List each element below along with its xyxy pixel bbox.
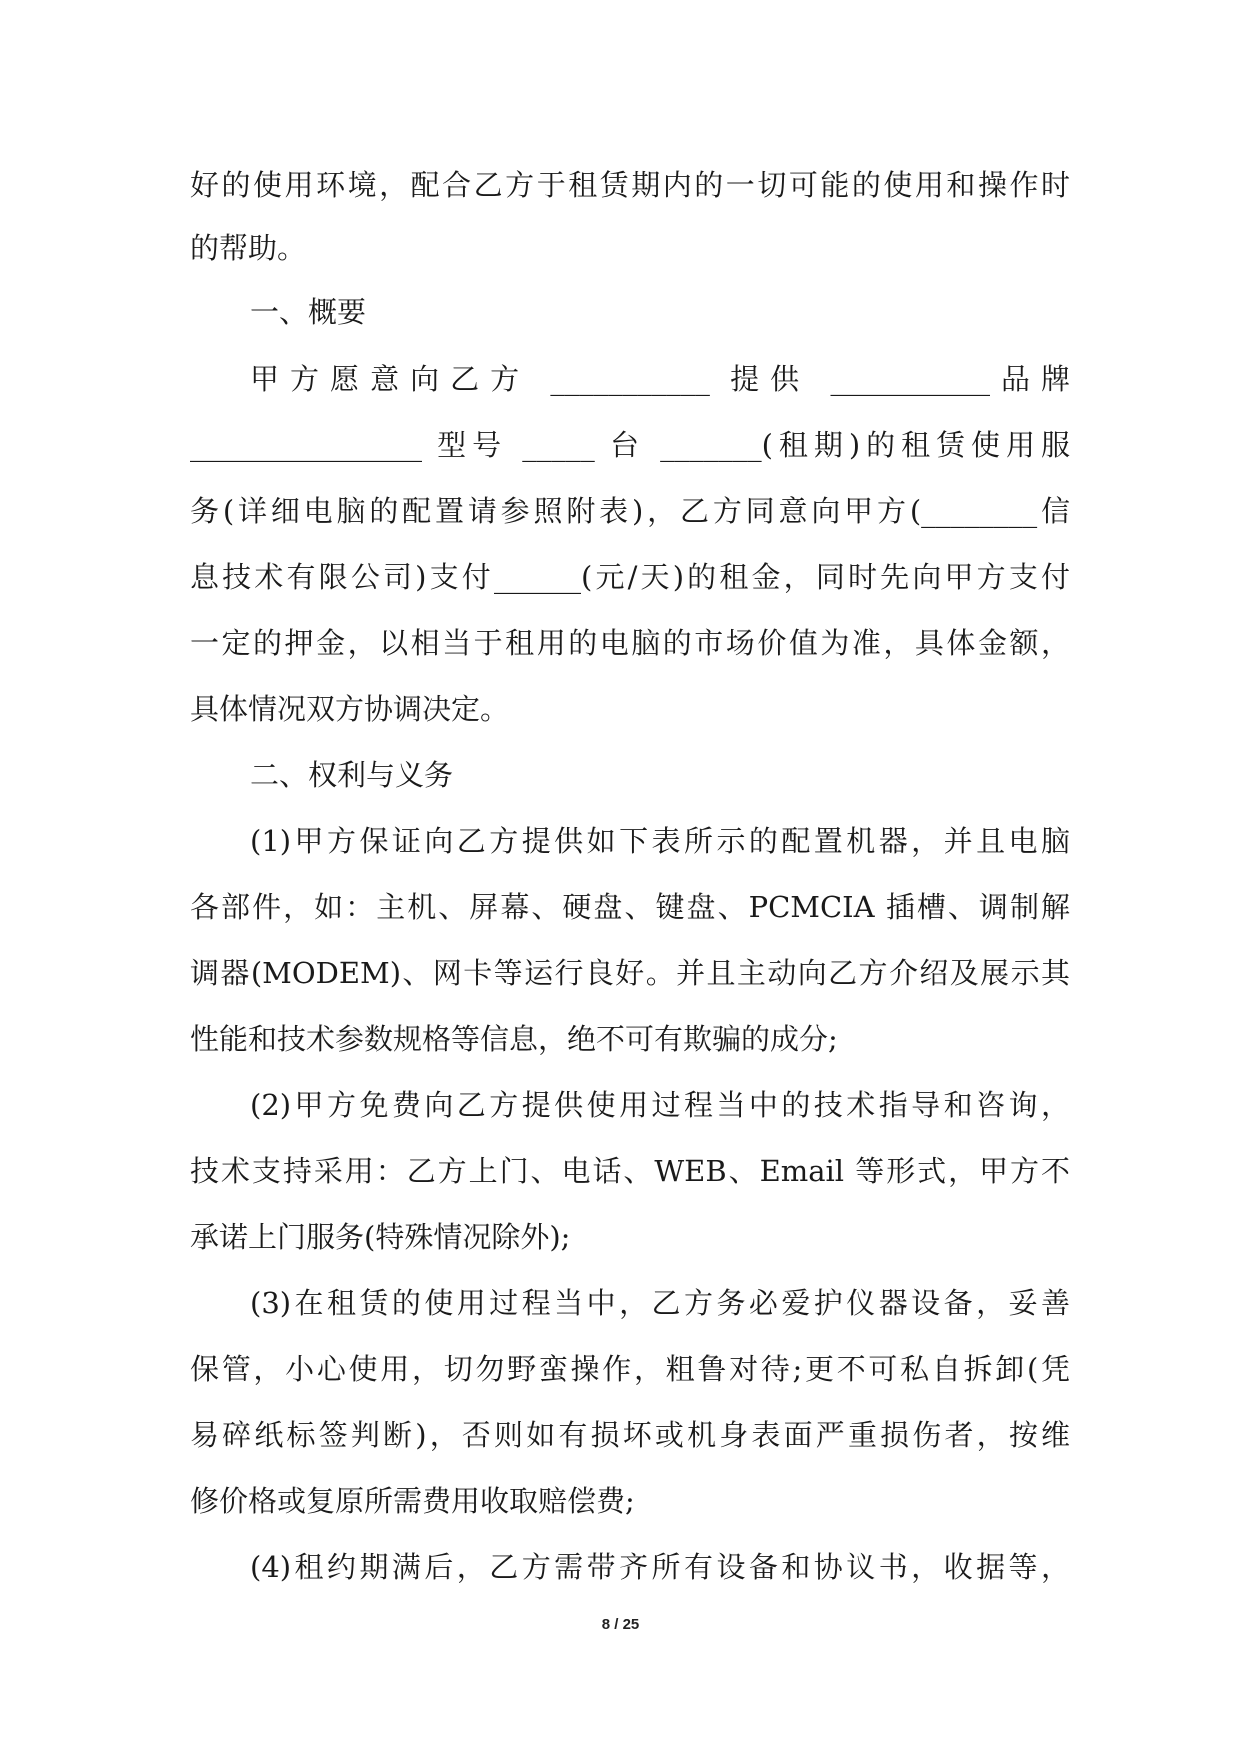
text-line: 修价格或复原所需费用收取赔偿费;	[190, 1484, 635, 1518]
text-line: 好的使用环境，配合乙方于租赁期内的一切可能的使用和操作时	[190, 168, 1070, 202]
text-line: 一定的押金，以相当于租用的电脑的市场价值为准，具体金额，	[190, 626, 1070, 660]
text-line: 保管，小心使用，切勿野蛮操作，粗鲁对待;更不可私自拆卸(凭	[190, 1352, 1070, 1386]
text-line: 承诺上门服务(特殊情况除外);	[190, 1220, 571, 1254]
text-line: 务(详细电脑的配置请参照附表)，乙方同意向甲方(________信	[190, 494, 1070, 528]
text-line: 的帮助。	[190, 231, 307, 265]
section-heading-rights: 二、权利与义务	[250, 758, 454, 792]
text-line: 息技术有限公司)支付______(元/天)的租金，同时先向甲方支付	[190, 560, 1070, 594]
text-line: (1)甲方保证向乙方提供如下表所示的配置机器，并且电脑	[250, 824, 1070, 858]
section-heading-overview: 一、概要	[250, 295, 367, 329]
text-line: 易碎纸标签判断)，否则如有损坏或机身表面严重损伤者，按维	[190, 1418, 1070, 1452]
text-line: 性能和技术参数规格等信息，绝不可有欺骗的成分;	[190, 1022, 838, 1056]
text-line: 调器(MODEM)、网卡等运行良好。并且主动向乙方介绍及展示其	[190, 956, 1070, 990]
text-line: (4)租约期满后，乙方需带齐所有设备和协议书，收据等，	[250, 1550, 1070, 1584]
page-number: 8 / 25	[601, 1616, 640, 1633]
text-line: ________________ 型号 _____ 台 _______(租期)的租赁使用服	[190, 428, 1070, 462]
text-line: 各部件，如：主机、屏幕、硬盘、键盘、PCMCIA 插槽、调制解	[190, 890, 1070, 924]
text-line: (2)甲方免费向乙方提供使用过程当中的技术指导和咨询，	[250, 1088, 1070, 1122]
text-line: (3)在租赁的使用过程当中，乙方务必爱护仪器设备，妥善	[250, 1286, 1070, 1320]
text-line: 甲方愿意向乙方 ___________ 提供 ___________品牌	[250, 362, 1070, 396]
text-line: 具体情况双方协调决定。	[190, 692, 510, 726]
text-line: 技术支持采用：乙方上门、电话、WEB、Email 等形式，甲方不	[190, 1154, 1070, 1188]
